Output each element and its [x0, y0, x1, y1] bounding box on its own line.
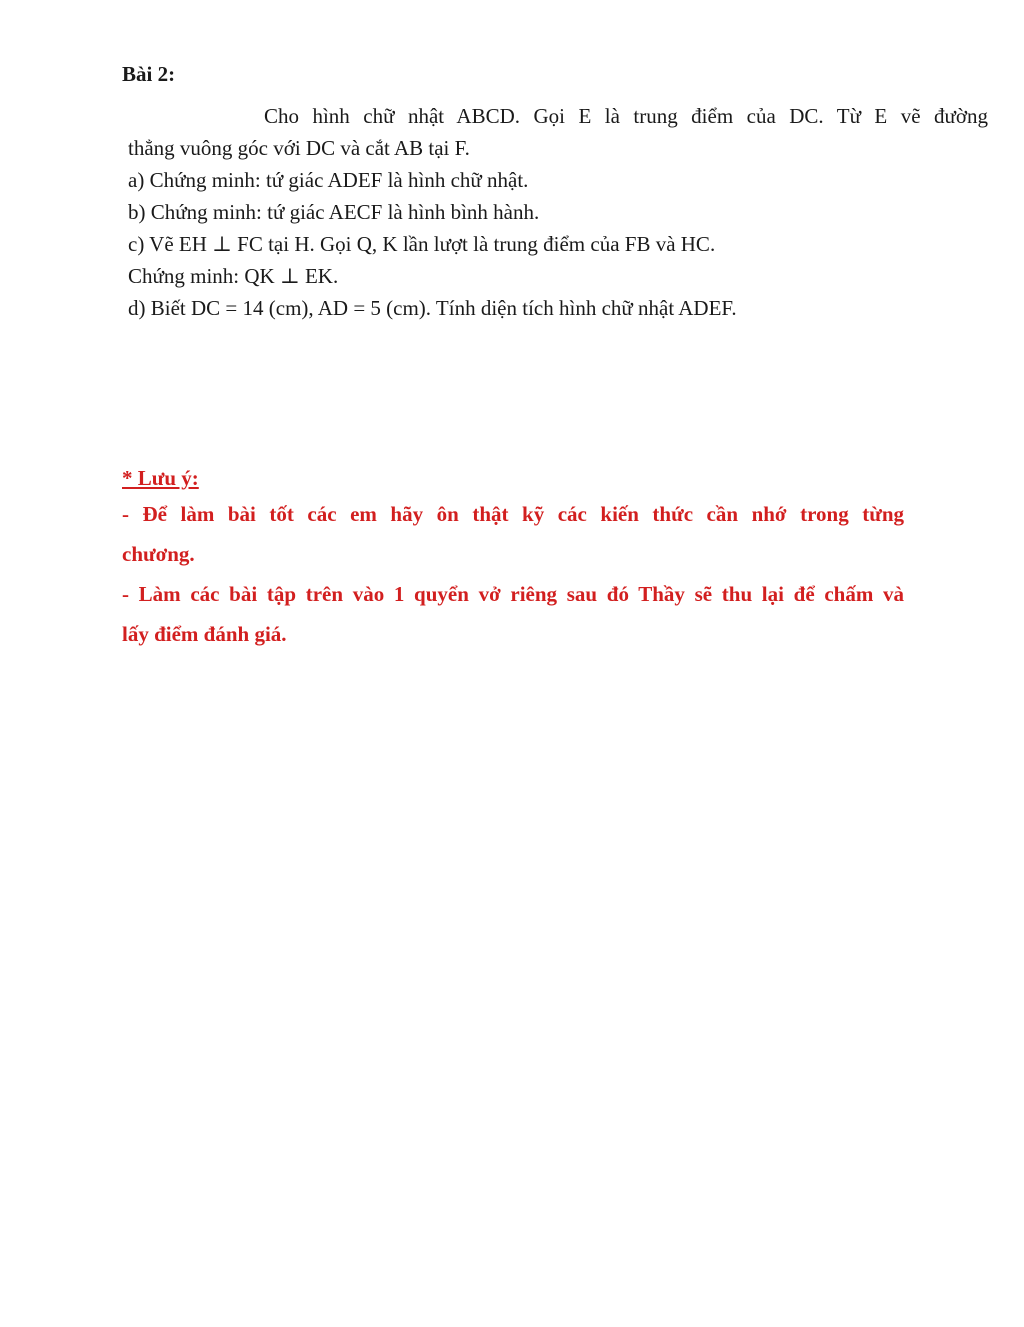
- exercise-heading: Bài 2:: [122, 62, 176, 86]
- problem-part-c-proof: Chứng minh: QK ⊥ EK.: [128, 264, 339, 288]
- note-item-1-line-2: chương.: [122, 542, 195, 566]
- problem-part-a: a) Chứng minh: tứ giác ADEF là hình chữ nhật.: [128, 168, 529, 192]
- problem-part-b: b) Chứng minh: tứ giác AECF là hình bình hành.: [128, 200, 540, 224]
- note-title: * Lưu ý:: [122, 466, 199, 490]
- note-item-2-line-1: - Làm các bài tập trên vào 1 quyển vở riêng sau đó Thầy sẽ thu lại để chấm và: [122, 582, 904, 606]
- problem-body: [128, 100, 988, 324]
- note-item-2: [122, 574, 904, 654]
- note-item-1: [122, 494, 904, 574]
- note-section: [122, 462, 904, 654]
- problem-part-d: d) Biết DC = 14 (cm), AD = 5 (cm). Tính diện tích hình chữ nhật ADEF.: [128, 296, 737, 320]
- problem-intro-line-1: Cho hình chữ nhật ABCD. Gọi E là trung điểm của DC. Từ E vẽ đường: [264, 104, 988, 128]
- problem-intro-line-2: thẳng vuông góc với DC và cắt AB tại F.: [128, 136, 470, 160]
- note-item-2-line-2: lấy điểm đánh giá.: [122, 622, 287, 646]
- note-item-1-line-1: - Để làm bài tốt các em hãy ôn thật kỹ các kiến thức cần nhớ trong từng: [122, 502, 904, 526]
- problem-part-c: c) Vẽ EH ⊥ FC tại H. Gọi Q, K lần lượt là trung điểm của FB và HC.: [128, 232, 716, 256]
